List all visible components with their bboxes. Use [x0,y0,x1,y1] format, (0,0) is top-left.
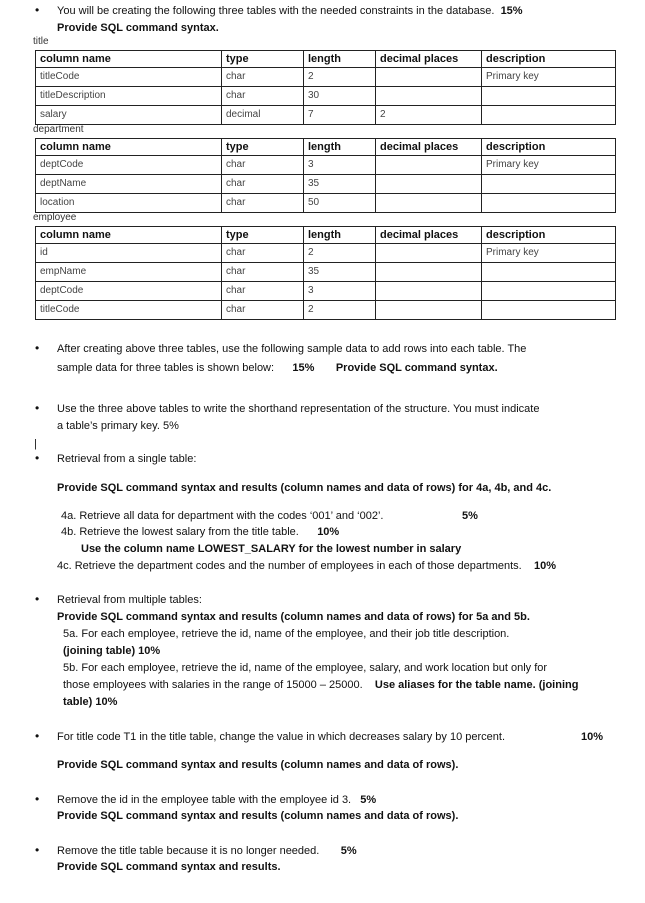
cell: 2 [304,244,376,263]
cell: char [222,156,304,175]
cell: deptName [36,175,222,194]
cell: char [222,244,304,263]
cell [482,194,616,213]
table-row [36,244,616,263]
header-cell: length [304,227,376,244]
q5b-line1: 5b. For each employee, retrieve the id, name of the employee, salary, and work location but only for [63,662,548,674]
header-row [36,227,616,244]
cell: 7 [304,106,376,125]
header-cell: description [482,51,616,68]
header-cell: column name [36,139,222,156]
cell: 2 [304,301,376,320]
table-row [36,301,616,320]
header-cell: description [482,227,616,244]
q6-text: For title code T1 in the title table, change the value in which decreases salary by 10 percent. [57,731,505,743]
table-row [36,156,616,175]
header-cell: decimal places [376,227,482,244]
cell [482,263,616,282]
q7-text: Remove the id in the employee table with the employee id 3. 5% [57,794,377,806]
cell [376,282,482,301]
header-row [36,139,616,156]
cell: location [36,194,222,213]
cell [482,87,616,106]
header-cell: length [304,139,376,156]
cell: char [222,87,304,106]
bullet-icon: • [35,729,40,743]
cell: 2 [376,106,482,125]
header-cell: decimal places [376,139,482,156]
cell [376,263,482,282]
intro-syntax: Provide SQL command syntax. [57,22,219,34]
table-row [36,68,616,87]
header-cell: length [304,51,376,68]
cell: char [222,263,304,282]
q4b-note: Use the column name LOWEST_SALARY for the lowest number in salary [81,543,462,555]
cell: char [222,68,304,87]
cell: char [222,194,304,213]
q4-instructions: Provide SQL command syntax and results (column names and data of rows) for 4a, 4b, and 4c. [57,482,552,494]
cell [376,244,482,263]
cell [482,175,616,194]
q6-percent: 10% [581,731,604,743]
header-cell: type [222,139,304,156]
q6-syntax: Provide SQL command syntax and results (column names and data of rows). [57,759,459,771]
cell: deptCode [36,156,222,175]
q4c: 4c. Retrieve the department codes and the number of employees in each of those departments. 10% [57,560,556,572]
cell: Primary key [482,244,616,263]
cell [376,68,482,87]
bullet-icon: • [35,843,40,857]
cell: char [222,175,304,194]
cell [482,301,616,320]
header-row [36,51,616,68]
q7-syntax: Provide SQL command syntax and results (column names and data of rows). [57,810,459,822]
table-row [36,282,616,301]
table-caption-employee: employee [33,212,77,223]
header-cell: column name [36,227,222,244]
cell [376,87,482,106]
cell: 3 [304,156,376,175]
q5-instructions: Provide SQL command syntax and results (column names and data of rows) for 5a and 5b. [57,611,530,623]
bullet-icon: • [35,592,40,606]
table-row [36,175,616,194]
header-cell: description [482,139,616,156]
table-caption-department: department [33,124,84,135]
cell: char [222,282,304,301]
q2-line1: After creating above three tables, use the following sample data to add rows into each table. The [57,343,527,355]
cell [376,175,482,194]
q5-title: Retrieval from multiple tables: [57,594,202,606]
table-department [35,138,616,213]
header-cell: column name [36,51,222,68]
intro-text: You will be creating the following three tables with the needed constraints in the database. 15% [57,5,523,17]
q4a: 4a. Retrieve all data for department with the codes ‘001’ and ‘002’. [61,510,384,522]
cell: 35 [304,175,376,194]
q8-syntax: Provide SQL command syntax and results. [57,861,281,873]
cell: deptCode [36,282,222,301]
header-cell: type [222,227,304,244]
text-cursor: | [34,438,37,450]
table-row [36,194,616,213]
q3-line2: a table’s primary key. 5% [57,420,179,432]
table-row [36,106,616,125]
cell: 30 [304,87,376,106]
q4-title: Retrieval from a single table: [57,453,197,465]
cell: titleCode [36,301,222,320]
header-cell: type [222,51,304,68]
intro-percent: 15% [500,5,523,17]
q5a-line1: 5a. For each employee, retrieve the id, name of the employee, and their job title description. [63,628,510,640]
cell: salary [36,106,222,125]
q2-line2: sample data for three tables is shown below: 15% Provide SQL command syntax. [57,362,498,374]
q3-line1: Use the three above tables to write the shorthand representation of the structure. You must indicate [57,403,540,415]
bullet-icon: • [35,792,40,806]
cell: Primary key [482,68,616,87]
q4b: 4b. Retrieve the lowest salary from the title table. 10% [61,526,340,538]
q5b-line2: those employees with salaries in the range of 15000 – 25000. Use aliases for the table name. (joining [63,679,579,691]
table-row [36,263,616,282]
table-title [35,50,616,125]
cell: titleDescription [36,87,222,106]
cell [482,282,616,301]
header-cell: decimal places [376,51,482,68]
cell: decimal [222,106,304,125]
cell: id [36,244,222,263]
q5b-line3: table) 10% [63,696,118,708]
cell [482,106,616,125]
bullet-icon: • [35,451,40,465]
cell: empName [36,263,222,282]
cell: Primary key [482,156,616,175]
cell [376,156,482,175]
bullet-icon: • [35,401,40,415]
cell: 35 [304,263,376,282]
table-caption-title: title [33,36,49,47]
cell: char [222,301,304,320]
cell: 3 [304,282,376,301]
cell: titleCode [36,68,222,87]
bullet-icon: • [35,3,40,17]
table-row [36,87,616,106]
cell [376,301,482,320]
q8-text: Remove the title table because it is no longer needed. 5% [57,845,357,857]
cell: 50 [304,194,376,213]
q5a-line2: (joining table) 10% [63,645,161,657]
bullet-icon: • [35,341,40,355]
cell: 2 [304,68,376,87]
q4a-percent: 5% [462,510,478,522]
table-employee [35,226,616,320]
cell [376,194,482,213]
